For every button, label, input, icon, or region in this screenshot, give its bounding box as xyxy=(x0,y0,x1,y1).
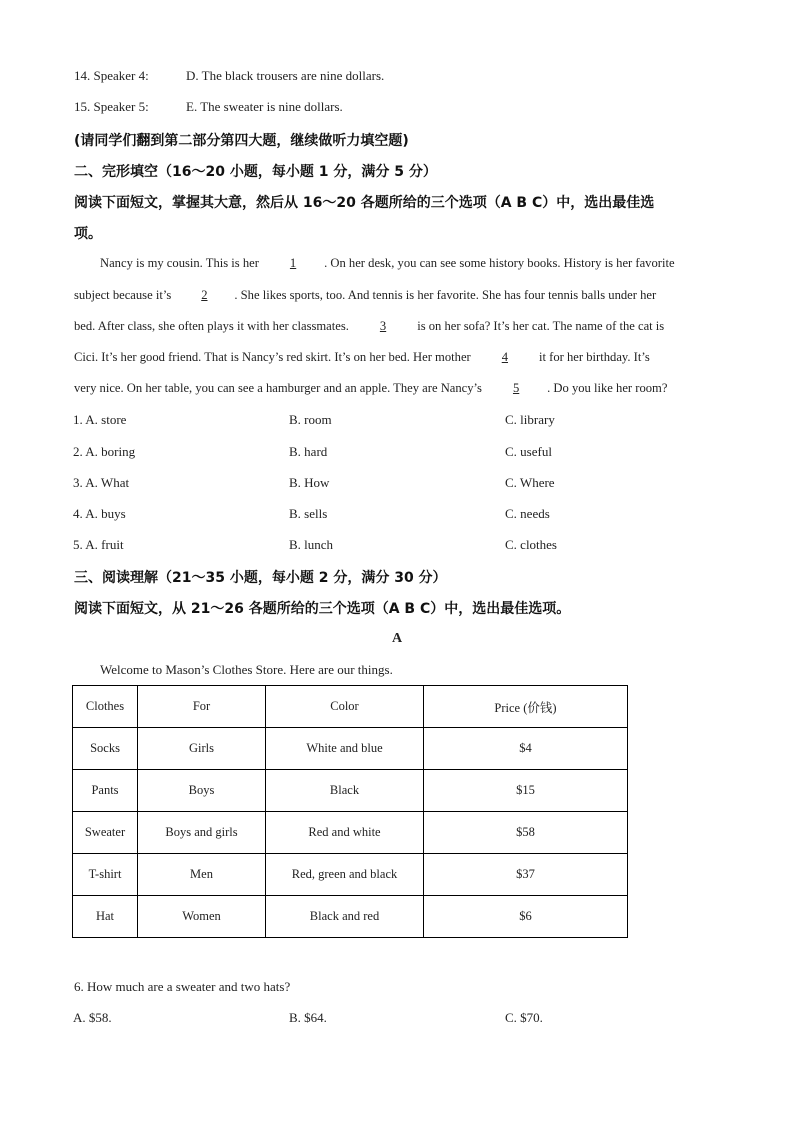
table-cell: Pants xyxy=(73,770,138,812)
section-label: A xyxy=(391,631,403,646)
q6-option-c: C. $70. xyxy=(505,1010,543,1025)
table-row xyxy=(73,812,628,854)
q4-option-c: C. needs xyxy=(505,506,550,521)
table-row xyxy=(73,770,628,812)
q4-option-b: B. sells xyxy=(289,506,328,521)
passage-text: is on her sofa? It’s her cat. The name of the cat is xyxy=(414,319,665,333)
blank-2: 2 xyxy=(201,288,208,302)
passage-text: subject because it’s xyxy=(74,288,175,302)
listening-q15 xyxy=(74,99,343,115)
q6-option-b: B. $64. xyxy=(289,1010,327,1025)
table-cell: Sweater xyxy=(73,812,138,854)
table-header-row xyxy=(73,686,628,728)
table-cell: $4 xyxy=(424,728,628,770)
q6-option-a: A. $58. xyxy=(73,1010,112,1025)
table-row xyxy=(73,854,628,896)
header-price: Price (价钱) xyxy=(424,686,628,728)
passage-line-2 xyxy=(74,288,722,303)
table-cell: Red and white xyxy=(266,812,424,854)
passage-text: very nice. On her table, you can see a hamburger and an apple. They are Nancy’s xyxy=(74,381,486,395)
table-cell: Boys xyxy=(138,770,266,812)
header-for: For xyxy=(138,686,266,728)
clothes-price-table xyxy=(72,685,628,938)
passage-text: Cici. It’s her good friend. That is Nancy’s red skirt. It’s on her bed. Her mother xyxy=(74,350,474,364)
reading-heading: 三、阅读理解（21～35 小题，每小题 2 分，满分 30 分） xyxy=(74,570,447,586)
passage-text: it for her birthday. It’s xyxy=(535,350,650,364)
passage-text: bed. After class, she often plays it with her classmates. xyxy=(74,319,353,333)
q6-question: 6. How much are a sweater and two hats? xyxy=(74,979,291,994)
table-cell: Red, green and black xyxy=(266,854,424,896)
table-cell: Black xyxy=(266,770,424,812)
passage-text: . Do you like her room? xyxy=(547,381,668,395)
q3-option-a: 3. A. What xyxy=(73,475,130,490)
q1-option-c: C. library xyxy=(505,412,555,427)
table-cell: $37 xyxy=(424,854,628,896)
q14-speaker: 14. Speaker 4: xyxy=(74,68,149,83)
header-color: Color xyxy=(266,686,424,728)
q14-answer: D. The black trousers are nine dollars. xyxy=(186,68,385,83)
q5-option-a: 5. A. fruit xyxy=(73,537,124,552)
blank-5: 5 xyxy=(512,381,520,395)
blank-1: 1 xyxy=(289,256,297,270)
listening-note: (请同学们翻到第二部分第四大题，继续做听力填空题) xyxy=(74,133,409,149)
blank-3: 3 xyxy=(379,319,387,333)
table-cell: $6 xyxy=(424,896,628,938)
q4-option-a: 4. A. buys xyxy=(73,506,126,521)
q2-option-c: C. useful xyxy=(505,444,552,459)
blank-4: 4 xyxy=(501,350,509,364)
table-cell: $58 xyxy=(424,812,628,854)
cloze-heading: 二、完形填空（16～20 小题，每小题 1 分，满分 5 分） xyxy=(74,164,437,180)
q2-option-b: B. hard xyxy=(289,444,328,459)
q2-option-a: 2. A. boring xyxy=(73,444,136,459)
table-row xyxy=(73,896,628,938)
table-cell: Black and red xyxy=(266,896,424,938)
passage-line-4 xyxy=(74,350,722,365)
q5-option-b: B. lunch xyxy=(289,537,334,552)
table-cell: Socks xyxy=(73,728,138,770)
q3-option-b: B. How xyxy=(289,475,330,490)
table-cell: White and blue xyxy=(266,728,424,770)
q15-answer: E. The sweater is nine dollars. xyxy=(186,99,343,114)
table-cell: Hat xyxy=(73,896,138,938)
q15-speaker: 15. Speaker 5: xyxy=(74,99,149,114)
passage-text: . She likes sports, too. And tennis is her favorite. She has four tennis balls under her xyxy=(234,288,657,302)
passage-line-3 xyxy=(74,319,722,334)
table-row xyxy=(73,728,628,770)
table-cell: Boys and girls xyxy=(138,812,266,854)
passage-text: Nancy is my cousin. This is her xyxy=(100,256,263,270)
header-clothes: Clothes xyxy=(73,686,138,728)
q1-option-b: B. room xyxy=(289,412,332,427)
q5-option-c: C. clothes xyxy=(505,537,557,552)
table-cell: Women xyxy=(138,896,266,938)
reading-instruction: 阅读下面短文，从 21～26 各题所给的三个选项（A B C）中，选出最佳选项。 xyxy=(74,601,571,617)
table-cell: Girls xyxy=(138,728,266,770)
store-intro: Welcome to Mason’s Clothes Store. Here are our things. xyxy=(100,662,393,677)
q1-option-a: 1. A. store xyxy=(73,412,127,427)
table-cell: $15 xyxy=(424,770,628,812)
passage-text: . On her desk, you can see some history books. History is her favorite xyxy=(324,256,675,270)
listening-q14 xyxy=(74,68,384,84)
table-cell: Men xyxy=(138,854,266,896)
q3-option-c: C. Where xyxy=(505,475,555,490)
table-cell: T-shirt xyxy=(73,854,138,896)
cloze-instruction: 阅读下面短文，掌握其大意，然后从 16～20 各题所给的三个选项（A B C）中，选出最佳选 xyxy=(74,195,655,211)
passage-line-5 xyxy=(74,381,722,396)
passage-line-1 xyxy=(100,256,748,271)
cloze-instruction-cont: 项。 xyxy=(74,226,102,242)
